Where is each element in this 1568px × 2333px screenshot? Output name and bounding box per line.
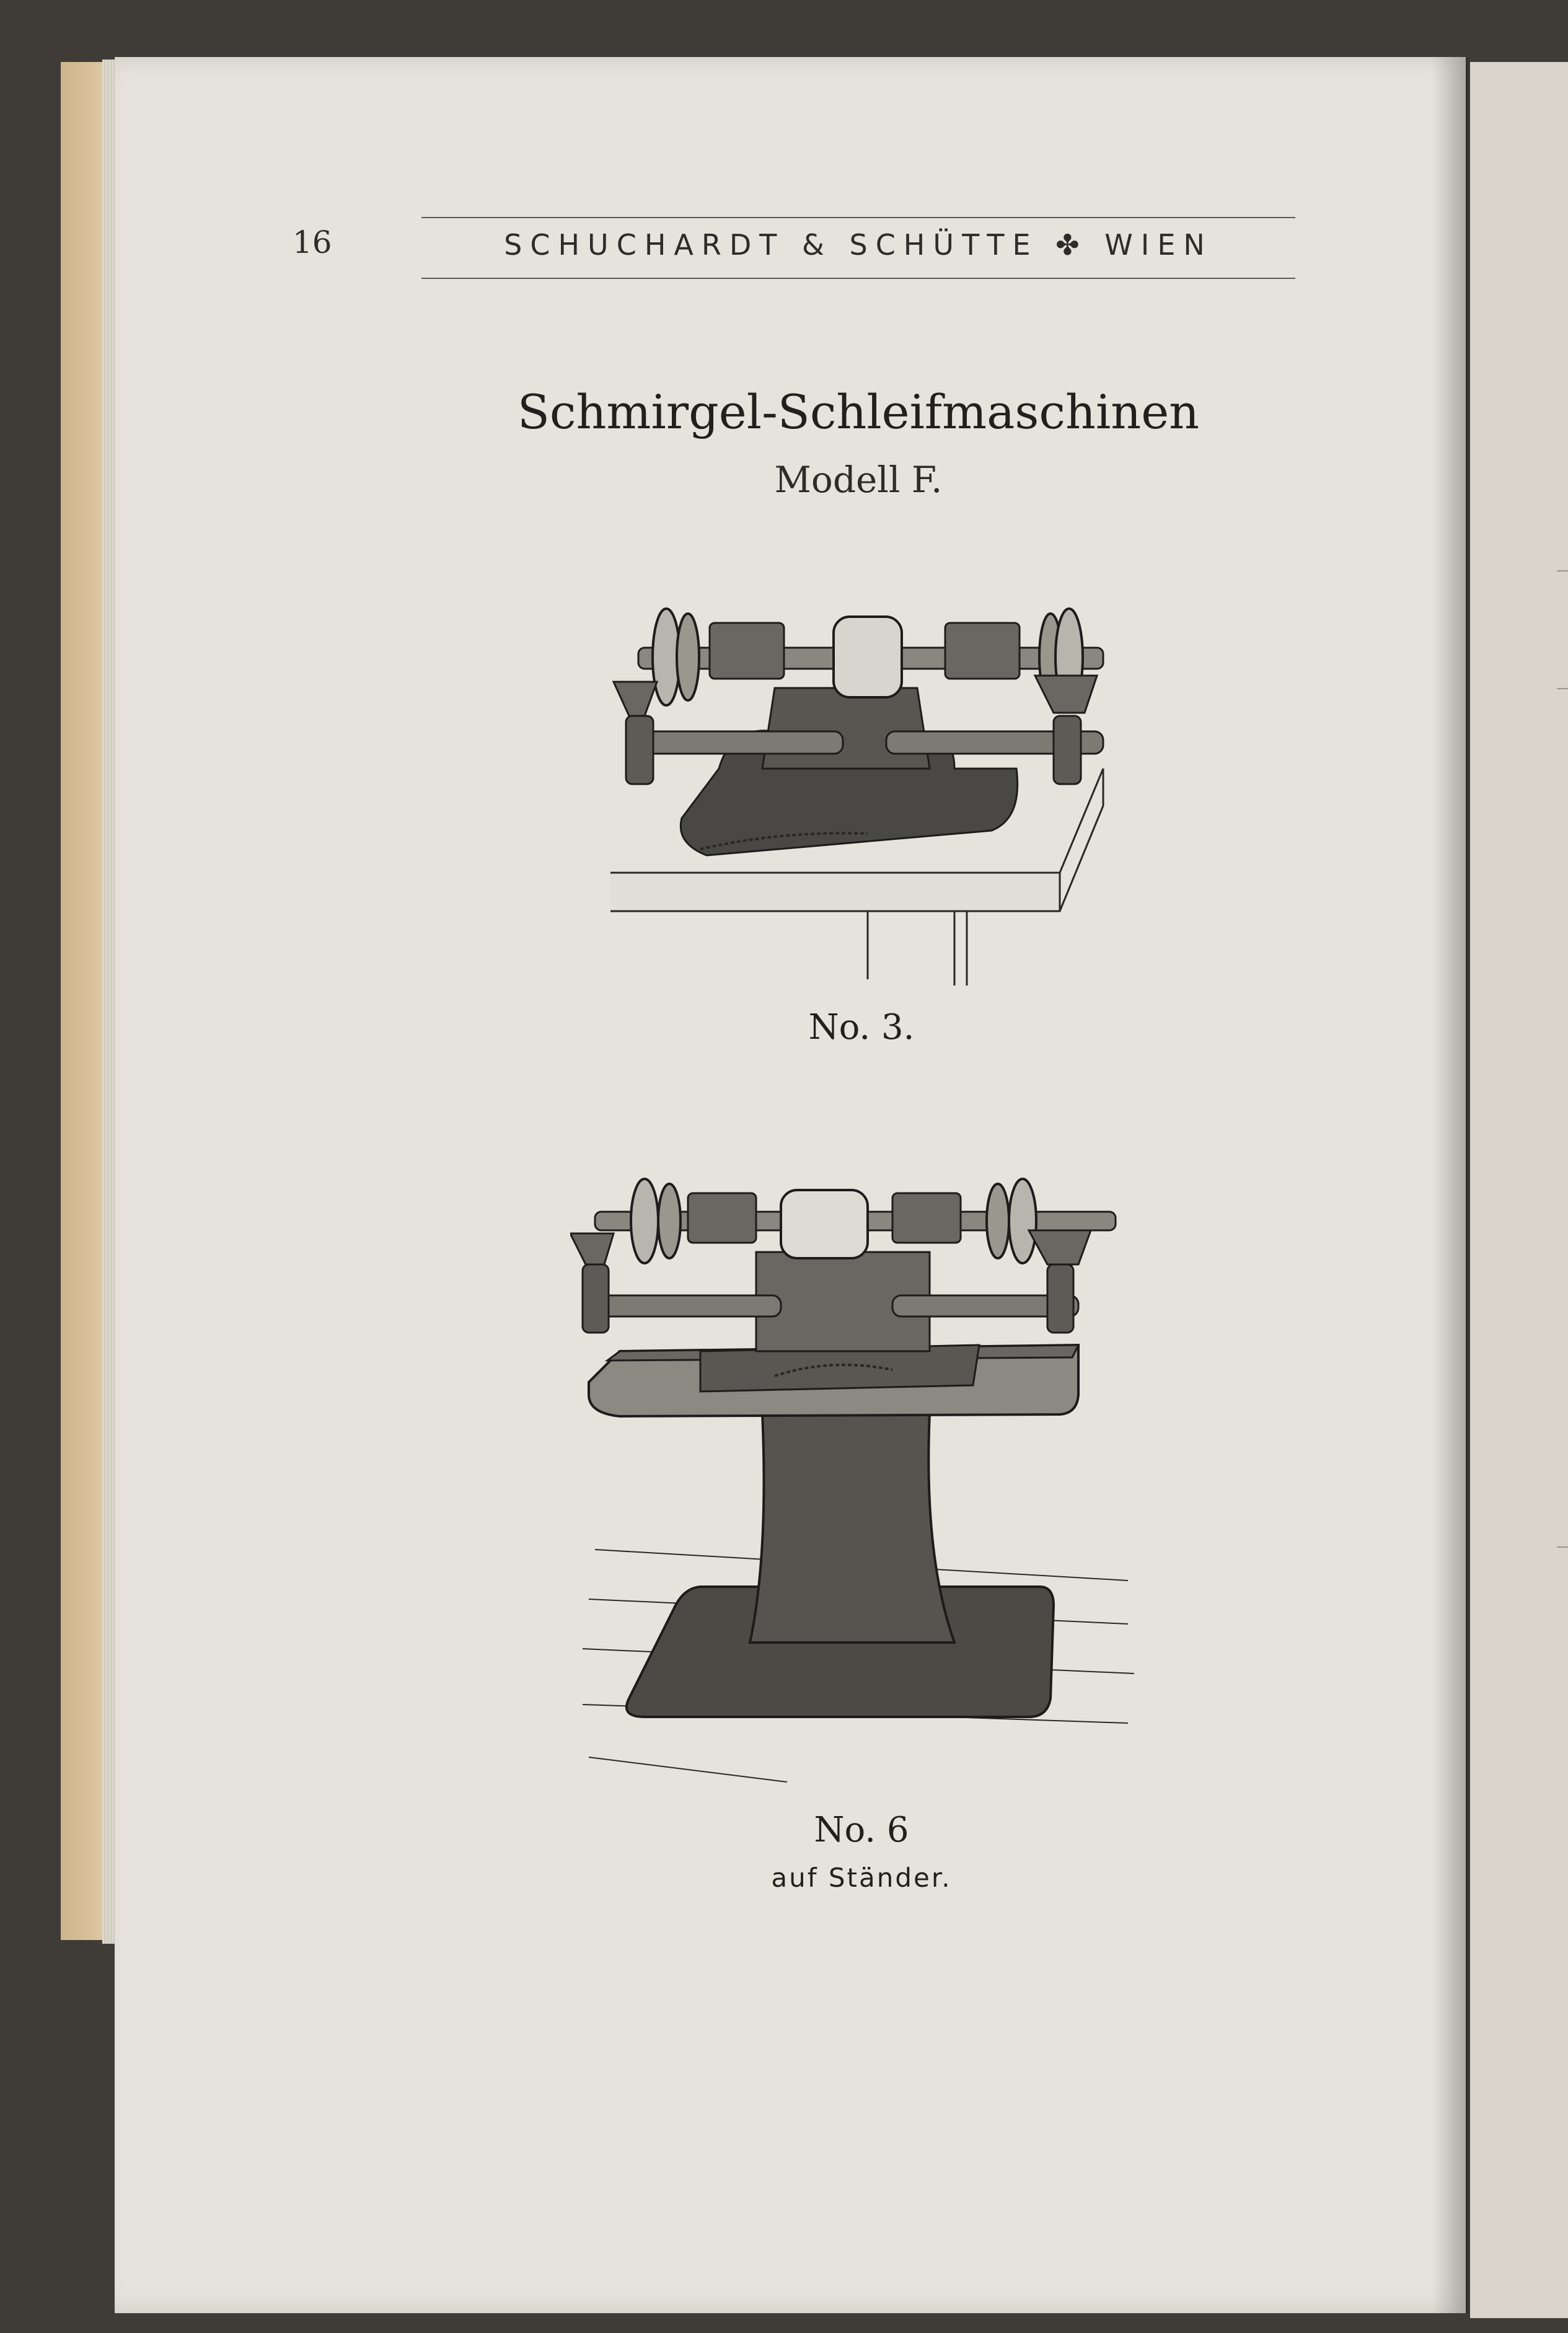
page-subtitle: Modell F. [774, 459, 943, 501]
figure-caption-no6: No. 6 [814, 1810, 909, 1850]
bench-grinder-icon [607, 583, 1128, 986]
running-header [421, 217, 1295, 279]
page-number: 16 [293, 224, 332, 260]
page-title: Schmirgel-Schleifmaschinen [517, 384, 1200, 439]
figure-caption-no3: No. 3. [808, 1007, 915, 1047]
page-mark [1557, 1546, 1568, 1548]
pedestal-grinder-icon [570, 1171, 1147, 1791]
header-text: SCHUCHARDT & SCHÜTTE ✤ WIEN [504, 228, 1213, 262]
page-mark [1557, 688, 1568, 689]
page-gutter [1432, 57, 1469, 2313]
next-page-edge [1470, 62, 1568, 2318]
page-mark [1557, 570, 1568, 571]
figure-subcaption: auf Ständer. [771, 1863, 952, 1893]
